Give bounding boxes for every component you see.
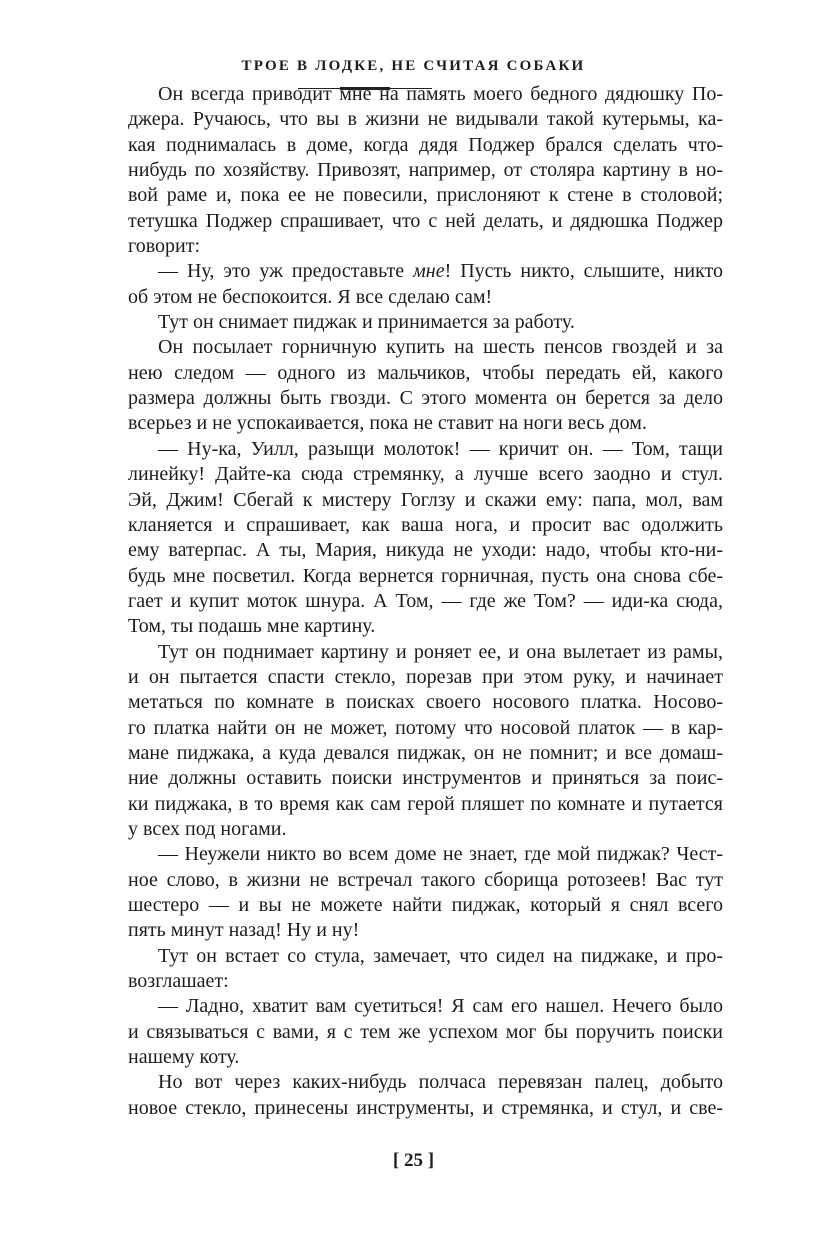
text-line: метаться по комнате в поисках своего носового платка. Носово- [128, 691, 723, 714]
text-line: и связываться с вами, я с тем же успехом мог бы поручить поиски [128, 1020, 723, 1043]
text-line: Он посылает горничную купить на шесть пенсов гвоздей и за [158, 336, 723, 359]
text-line: ему ватерпас. А ты, Мария, никуда не уходи: надо, чтобы кто-ни- [128, 539, 723, 562]
text-line: будь мне посветил. Когда вернется горничная, пусть она снова сбе- [128, 564, 723, 587]
running-header: ТРОЕ В ЛОДКЕ, НЕ СЧИТАЯ СОБАКИ [241, 58, 586, 74]
body-text [128, 82, 723, 1121]
text-line: Но вот через каких-нибудь полчаса перевязан палец, добыто [158, 1071, 723, 1094]
text-line: у всех под ногами. [128, 817, 287, 840]
text-line: нею следом — одного из мальчиков, чтобы передать ей, какого [128, 361, 723, 384]
text-line: Тут он поднимает картину и роняет ее, и она вылетает из рамы, [158, 640, 723, 663]
text-line [128, 259, 723, 284]
text-line: Том, ты подашь мне картину. [128, 615, 376, 638]
text-line: ки пиджака, в то время как сам герой пляшет по комнате и путается [128, 792, 723, 815]
text-segment: — Ну, это уж предоставьте [158, 260, 414, 283]
text-line: нашему коту. [128, 1046, 240, 1069]
text-line: — Ну-ка, Уилл, разыщи молоток! — кричит он. — Том, тащи [158, 437, 723, 460]
text-line: новое стекло, принесены инструменты, и стремянка, и стул, и све- [128, 1096, 723, 1119]
text-line: шестеро — и вы не можете найти пиджак, который я снял всего [128, 894, 723, 916]
text-line: об этом не беспокоится. Я все сделаю сам! [128, 285, 493, 308]
text-line: всерьез и не успокаивается, пока не ставит на ноги весь дом. [128, 412, 647, 435]
text-line: кланяется и спрашивает, как ваша нога, и просит вас одолжить [128, 513, 723, 536]
text-line: ное слово, в жизни не встречал такого сборища ротозеев! Вас тут [128, 868, 723, 891]
text-segment: ! Пусть никто, слышите, никто [444, 260, 723, 283]
text-line: говорит: [128, 235, 201, 258]
text-line: Тут он встает со стула, замечает, что сидел на пиджаке, и про- [158, 944, 723, 967]
text-line: — Ладно, хватит вам суетиться! Я сам его нашел. Нечего было [158, 995, 723, 1018]
text-line: и он пытается спасти стекло, порезав при этом руку, и начинает [128, 665, 723, 688]
text-line: Он всегда приводит мне на память моего бедного дядюшку По- [158, 83, 723, 105]
text-line: го платка найти он не может, потому что носовой платок — в кар- [128, 716, 723, 739]
text-line: вой раме и, пока ее не повесили, прислоняют к стене в столовой; [128, 184, 723, 207]
text-line: тетушка Поджер спрашивает, что с ней делать, и дядюшка Поджер [128, 209, 723, 232]
text-line: гает и купит моток шнура. А Том, — где же Том? — иди-ка сюда, [128, 589, 723, 612]
text-line: линейку! Дайте-ка сюда стремянку, а лучше всего заодно и стул. [128, 463, 723, 486]
text-line: возглашает: [128, 970, 229, 993]
emphasized-word: мне [413, 260, 445, 283]
text-line: мане пиджака, а куда девался пиджак, он не помнит; и все домаш- [128, 741, 723, 764]
text-line: Тут он снимает пиджак и принимается за работу. [158, 311, 575, 334]
text-line: размера должны быть гвозди. С этого момента он берется за дело [128, 387, 723, 410]
text-line: Эй, Джим! Сбегай к мистеру Гоглзу и скажи ему: папа, мол, вам [128, 488, 723, 511]
text-line: кая поднималась в доме, когда дядя Поджер брался сделать что- [128, 133, 723, 156]
text-line: ние должны оставить поиски инструментов и приняться за поис- [128, 767, 723, 790]
text-line: джера. Ручаюсь, что вы в жизни не видывали такой кутерьмы, ка- [128, 108, 723, 131]
text-line: — Неужели никто во всем доме не знает, где мой пиджак? Чест- [158, 843, 723, 866]
page-number: [ 25 ] [392, 1150, 435, 1171]
text-line: пять минут назад! Ну и ну! [128, 919, 360, 942]
text-line: нибудь по хозяйству. Привозят, например, от столяра картину в но- [128, 159, 723, 182]
